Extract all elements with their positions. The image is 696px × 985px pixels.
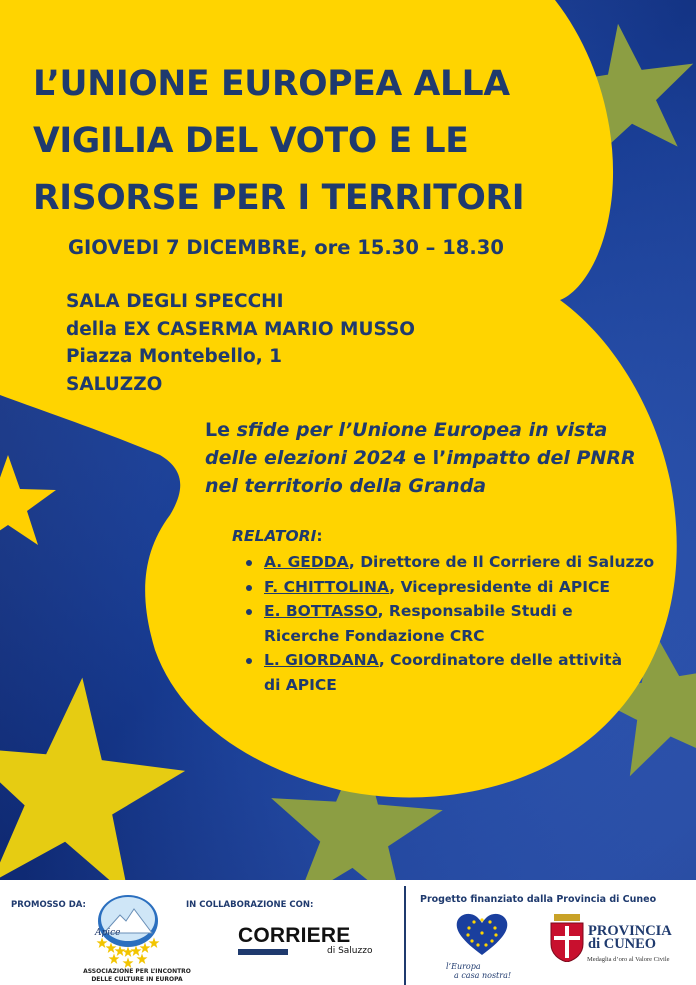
page-title: [33, 56, 524, 227]
title-line: VIGILIA DEL VOTO E LE: [33, 121, 469, 161]
event-topic: [205, 416, 636, 500]
promoted-by-label: PROMOSSO DA:: [11, 900, 86, 910]
topic-text: e l’: [406, 447, 447, 469]
speaker-role: , Coordinatore delle attività: [378, 651, 623, 669]
venue-line: SALA DEGLI SPECCHI: [66, 291, 284, 312]
speaker-role: , Direttore de Il Corriere di Saluzzo: [348, 553, 655, 571]
eu-heart-icon: [453, 911, 511, 957]
speaker-role: Ricerche Fondazione CRC: [264, 626, 485, 645]
list-item: [243, 550, 654, 575]
topic-text: Le: [205, 419, 237, 441]
apice-logo-text: Apice: [95, 928, 121, 938]
speaker-name: L. GIORDANA: [264, 651, 379, 669]
list-item: [243, 575, 654, 600]
corriere-logo-bar: [238, 949, 288, 955]
speaker-name: E. BOTTASSO: [264, 602, 378, 620]
eu-at-home-text: l’Europa a casa nostra!: [446, 962, 512, 980]
footer: [0, 880, 696, 985]
divider: [404, 886, 406, 985]
corriere-logo-subtitle: di Saluzzo: [327, 946, 373, 956]
speakers-list: [243, 550, 654, 697]
topic-text: delle elezioni 2024: [205, 447, 407, 469]
speaker-role: di APICE: [264, 675, 337, 694]
provincia-crest-icon: [548, 914, 586, 962]
topic-text: sfide per l’Unione Europea in vista: [236, 419, 608, 441]
collaboration-label: IN COLLABORAZIONE CON:: [186, 900, 314, 910]
venue-line: Piazza Montebello, 1: [66, 346, 283, 367]
speakers-heading: RELATORI:: [232, 527, 323, 545]
apice-caption: ASSOCIAZIONE PER L’INCONTRO DELLE CULTURE IN EUROPA: [83, 968, 191, 983]
list-item: [243, 648, 654, 697]
speaker-name: A. GEDDA: [264, 553, 349, 571]
title-line: L’UNIONE EUROPEA ALLA: [33, 64, 510, 104]
speaker-role: , Responsabile Studi e: [377, 602, 573, 620]
provincia-name: PROVINCIA di CUNEO: [588, 923, 672, 952]
venue-line: della EX CASERMA MARIO MUSSO: [66, 318, 416, 340]
title-line: RISORSE PER I TERRITORI: [33, 178, 525, 218]
topic-text: impatto del PNRR: [446, 447, 636, 469]
venue-line: SALUZZO: [66, 373, 163, 395]
event-date-time: GIOVEDI 7 DICEMBRE, ore 15.30 – 18.30: [68, 236, 504, 259]
corriere-logo-text: CORRIERE: [238, 924, 351, 947]
provincia-motto: Medaglia d’oro al Valore Civile: [587, 956, 670, 963]
speaker-role: , Vicepresidente di APICE: [389, 577, 610, 596]
speaker-name: F. CHITTOLINA: [264, 577, 390, 596]
topic-text: nel territorio della Granda: [205, 475, 487, 497]
event-venue: [66, 288, 415, 398]
project-funded-label: Progetto finanziato dalla Provincia di Cuneo: [420, 894, 657, 905]
list-item: [243, 599, 654, 648]
